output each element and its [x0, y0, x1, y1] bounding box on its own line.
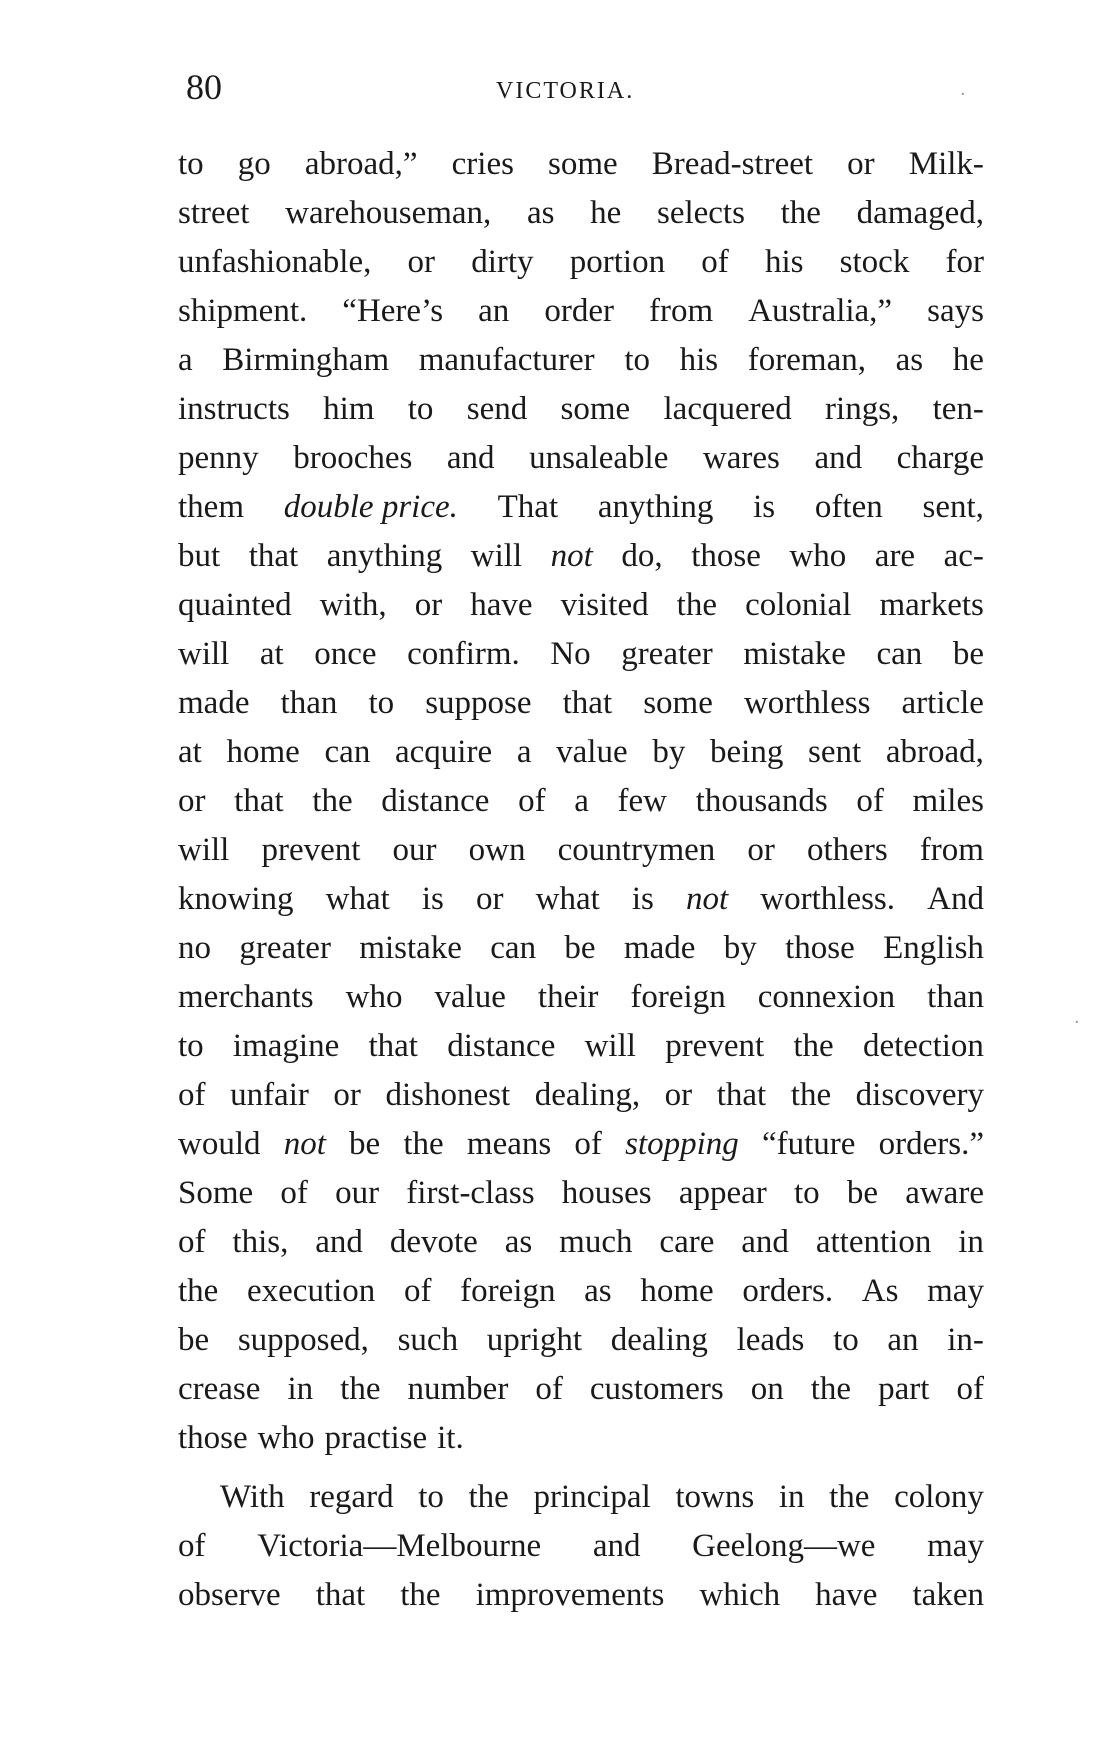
word: an	[478, 293, 510, 329]
word: dealing,	[534, 1077, 641, 1113]
word: but	[178, 538, 221, 574]
word: them	[178, 489, 244, 525]
body-text	[178, 140, 984, 1620]
text-line	[178, 1522, 984, 1571]
text-line	[178, 434, 984, 483]
word: care	[659, 1224, 715, 1260]
word: the	[340, 1371, 381, 1407]
word: often	[814, 489, 883, 525]
word: than	[927, 979, 984, 1015]
word: ac-	[943, 538, 984, 574]
word: others	[807, 832, 888, 868]
scan-speck: ·	[1074, 1012, 1080, 1033]
word: and	[592, 1528, 641, 1564]
word: not	[686, 881, 729, 917]
word: to	[833, 1322, 859, 1358]
word: “Here’s	[342, 293, 444, 329]
word: made	[623, 930, 696, 966]
word: some	[548, 146, 618, 182]
word: ten-	[932, 391, 984, 427]
word: be	[178, 1322, 210, 1358]
word: those	[785, 930, 855, 966]
text-line	[178, 679, 984, 728]
word: his	[679, 342, 719, 378]
word: aware	[905, 1175, 984, 1211]
word: that	[368, 1028, 418, 1064]
text-line	[178, 581, 984, 630]
word: wares	[702, 440, 780, 476]
word: cries	[451, 146, 514, 182]
word: his	[764, 244, 804, 280]
word: worthless.	[760, 881, 896, 917]
word: the	[829, 1479, 870, 1515]
text-line	[178, 1071, 984, 1120]
word: greater	[239, 930, 331, 966]
word: knowing	[178, 881, 294, 917]
word: at	[178, 734, 202, 770]
word: or	[847, 146, 875, 182]
word: and	[446, 440, 495, 476]
word: unsaleable	[529, 440, 669, 476]
word: from	[649, 293, 714, 329]
text-line	[178, 1316, 984, 1365]
text-line	[178, 287, 984, 336]
word: would	[178, 1126, 261, 1162]
word: of	[178, 1077, 206, 1113]
text-line	[178, 1473, 984, 1522]
word: taken	[912, 1577, 984, 1613]
word: own	[468, 832, 526, 868]
text-line	[178, 1218, 984, 1267]
word: miles	[912, 783, 984, 819]
word: charge	[896, 440, 984, 476]
word: to	[418, 1479, 444, 1515]
word: stopping	[625, 1126, 739, 1162]
word: of	[956, 1371, 984, 1407]
word: what	[325, 881, 390, 917]
scan-speck: ·	[960, 84, 966, 105]
word: brooches	[293, 440, 413, 476]
word: on	[750, 1371, 784, 1407]
word: are	[874, 538, 916, 574]
word: their	[537, 979, 599, 1015]
word: mistake	[743, 636, 846, 672]
word: can	[324, 734, 371, 770]
word: observe	[178, 1577, 281, 1613]
word: our	[335, 1175, 380, 1211]
word: imagine	[232, 1028, 340, 1064]
word: colonial	[745, 587, 852, 623]
word: or	[407, 244, 436, 280]
word: lacquered	[663, 391, 792, 427]
word: sent,	[922, 489, 984, 525]
word: distance	[447, 1028, 556, 1064]
word: Victoria—Melbourne	[257, 1528, 542, 1564]
word: principal	[533, 1479, 651, 1515]
word: of	[518, 783, 546, 819]
word: of	[280, 1175, 308, 1211]
word: those	[178, 1420, 248, 1456]
word: that	[234, 783, 284, 819]
word: portion	[569, 244, 666, 280]
word: to	[793, 1175, 820, 1211]
word: shipment.	[178, 293, 308, 329]
word: our	[392, 832, 437, 868]
word: as	[895, 342, 924, 378]
word: Birmingham	[222, 342, 390, 378]
word: acquire	[395, 734, 493, 770]
word: he	[952, 342, 984, 378]
word: value	[434, 979, 506, 1015]
word: instructs	[178, 391, 290, 427]
text-line	[178, 973, 984, 1022]
word: do,	[621, 538, 663, 574]
text-line	[178, 1169, 984, 1218]
word: go	[237, 146, 271, 182]
text-line	[178, 630, 984, 679]
word: not	[550, 538, 593, 574]
word: prevent	[261, 832, 361, 868]
text-line	[178, 1022, 984, 1071]
word: markets	[879, 587, 984, 623]
word: abroad,	[885, 734, 984, 770]
word: in	[778, 1479, 805, 1515]
word: being	[710, 734, 784, 770]
word: selects	[656, 195, 745, 231]
page-number: 80	[186, 67, 222, 107]
word: connexion	[757, 979, 896, 1015]
word: it.	[437, 1420, 464, 1456]
word: dishonest	[385, 1077, 511, 1113]
word: as	[526, 195, 555, 231]
word: value	[556, 734, 628, 770]
word: upright	[486, 1322, 583, 1358]
word: orders.”	[878, 1126, 984, 1162]
word: rings,	[825, 391, 900, 427]
word: by	[723, 930, 757, 966]
word: that	[315, 1577, 366, 1613]
word: to	[368, 685, 395, 721]
word: be	[846, 1175, 878, 1211]
word: the	[676, 587, 717, 623]
word: sent	[808, 734, 862, 770]
word: number	[407, 1371, 509, 1407]
word: an	[887, 1322, 919, 1358]
word: practise	[324, 1420, 428, 1456]
text-line	[178, 1120, 984, 1169]
word: the	[312, 783, 353, 819]
word: And	[927, 881, 984, 917]
word: thousands	[695, 783, 828, 819]
word: have	[815, 1577, 878, 1613]
word: confirm.	[407, 636, 520, 672]
word: of	[178, 1224, 206, 1260]
word: few	[617, 783, 667, 819]
word: be	[564, 930, 596, 966]
word: of	[403, 1273, 432, 1309]
word: home	[226, 734, 300, 770]
word: be	[952, 636, 984, 672]
word: the	[810, 1371, 852, 1407]
word: or	[178, 783, 206, 819]
word: stock	[839, 244, 910, 280]
word: is	[753, 489, 776, 525]
word: made	[178, 685, 250, 721]
word: execution	[247, 1273, 376, 1309]
word: street	[178, 195, 250, 231]
word: is	[421, 881, 444, 917]
word: who	[257, 1420, 315, 1456]
text-line	[178, 924, 984, 973]
text-line	[178, 532, 984, 581]
word: will	[584, 1028, 636, 1064]
word: distance	[381, 783, 490, 819]
word: will	[470, 538, 523, 574]
word: this,	[232, 1224, 289, 1260]
word: Australia,”	[748, 293, 893, 329]
word: regard	[309, 1479, 394, 1515]
word: what	[535, 881, 600, 917]
word: “future	[761, 1126, 856, 1162]
word: warehouseman,	[285, 195, 492, 231]
word: that	[562, 685, 613, 721]
word: to	[178, 146, 204, 182]
word: English	[883, 930, 984, 966]
word: much	[559, 1224, 633, 1260]
text-line	[178, 385, 984, 434]
word: crease	[178, 1371, 261, 1407]
word: discovery	[855, 1077, 984, 1113]
word: merchants	[178, 979, 314, 1015]
word: first-class	[406, 1175, 535, 1211]
word: that	[248, 538, 299, 574]
text-line	[178, 189, 984, 238]
word: foreign	[460, 1273, 556, 1309]
word: to	[407, 391, 434, 427]
word: of	[574, 1126, 602, 1162]
text-line	[178, 1571, 984, 1620]
word: penny	[178, 440, 259, 476]
word: once	[314, 636, 377, 672]
word: of	[701, 244, 729, 280]
word: orders.	[742, 1273, 834, 1309]
word: the	[178, 1273, 219, 1309]
word: some	[643, 685, 713, 721]
word: in-	[947, 1322, 984, 1358]
text-line	[178, 336, 984, 385]
text-line	[178, 238, 984, 287]
word: a	[574, 783, 589, 819]
word: may	[927, 1528, 984, 1564]
text-line	[178, 826, 984, 875]
word: visited	[560, 587, 649, 623]
word: as	[504, 1224, 533, 1260]
word: supposed,	[237, 1322, 369, 1358]
word: can	[490, 930, 537, 966]
word: can	[876, 636, 923, 672]
word: quainted	[178, 587, 292, 623]
word: or	[664, 1077, 693, 1113]
word: and	[315, 1224, 363, 1260]
word: is	[631, 881, 654, 917]
text-line	[178, 777, 984, 826]
word: be	[349, 1126, 381, 1162]
word: him	[323, 391, 375, 427]
word: colony	[894, 1479, 984, 1515]
text-line	[178, 483, 984, 532]
word: to	[178, 1028, 204, 1064]
word: dealing	[610, 1322, 708, 1358]
word: mistake	[359, 930, 462, 966]
word: some	[560, 391, 631, 427]
word: devote	[389, 1224, 478, 1260]
word: Bread-street	[651, 146, 814, 182]
word: of	[856, 783, 884, 819]
word: order	[544, 293, 614, 329]
word: Milk-	[908, 146, 984, 182]
word: in	[287, 1371, 314, 1407]
word: such	[397, 1322, 459, 1358]
page-header	[186, 62, 974, 112]
text-line	[178, 140, 984, 189]
word: not	[283, 1126, 326, 1162]
word: That	[497, 489, 559, 525]
word: greater	[621, 636, 713, 672]
word: who	[345, 979, 403, 1015]
word: worthless	[743, 685, 871, 721]
text-line	[178, 1365, 984, 1414]
word: for	[945, 244, 984, 280]
paragraph-1	[178, 140, 984, 1463]
word: detection	[862, 1028, 984, 1064]
word: send	[466, 391, 528, 427]
word: or	[333, 1077, 361, 1113]
word: customers	[589, 1371, 724, 1407]
word: to	[624, 342, 650, 378]
word: unfashionable,	[178, 244, 372, 280]
word: a	[516, 734, 532, 770]
word: Some	[178, 1175, 254, 1211]
paragraph-2	[178, 1473, 984, 1620]
word: the	[403, 1126, 444, 1162]
word: prevent	[665, 1028, 765, 1064]
word: says	[927, 293, 984, 329]
word: appear	[678, 1175, 767, 1211]
word: article	[901, 685, 984, 721]
word: of	[178, 1528, 206, 1564]
word: suppose	[425, 685, 532, 721]
word: abroad,”	[304, 146, 418, 182]
word: countrymen	[557, 832, 716, 868]
word: and	[741, 1224, 789, 1260]
word: foreign	[630, 979, 726, 1015]
word: or	[414, 587, 443, 623]
word: from	[919, 832, 984, 868]
word: part	[878, 1371, 930, 1407]
word: the	[790, 1077, 832, 1113]
word: the	[400, 1577, 441, 1613]
word: of	[535, 1371, 563, 1407]
word: double price.	[283, 489, 458, 525]
word: may	[927, 1273, 984, 1309]
word: or	[476, 881, 504, 917]
word: Geelong—we	[692, 1528, 876, 1564]
word: With	[220, 1479, 285, 1515]
word: by	[652, 734, 686, 770]
word: the	[793, 1028, 834, 1064]
word: those	[691, 538, 761, 574]
word: that	[716, 1077, 767, 1113]
word: the	[468, 1479, 509, 1515]
word: in	[958, 1224, 984, 1260]
word: the	[780, 195, 821, 231]
word: a	[178, 342, 193, 378]
word: No	[550, 636, 591, 672]
word: who	[789, 538, 847, 574]
word: he	[590, 195, 622, 231]
word: home	[640, 1273, 714, 1309]
word: dirty	[471, 244, 534, 280]
word: unfair	[230, 1077, 309, 1113]
word: will	[178, 832, 230, 868]
word: damaged,	[856, 195, 984, 231]
word: no	[178, 930, 211, 966]
word: at	[259, 636, 284, 672]
text-line	[178, 1414, 984, 1463]
text-line	[178, 728, 984, 777]
word: foreman,	[747, 342, 866, 378]
running-title: VICTORIA.	[496, 78, 635, 104]
word: attention	[815, 1224, 932, 1260]
word: anything	[597, 489, 714, 525]
word: which	[699, 1577, 781, 1613]
text-line	[178, 1267, 984, 1316]
word: will	[178, 636, 230, 672]
word: as	[584, 1273, 612, 1309]
text-line	[178, 875, 984, 924]
word: manufacturer	[418, 342, 595, 378]
word: with,	[319, 587, 387, 623]
word: anything	[326, 538, 443, 574]
word: have	[470, 587, 533, 623]
word: and	[814, 440, 863, 476]
word: leads	[736, 1322, 805, 1358]
word: towns	[675, 1479, 755, 1515]
word: or	[747, 832, 775, 868]
word: than	[280, 685, 338, 721]
word: As	[861, 1273, 899, 1309]
word: houses	[561, 1175, 652, 1211]
word: improvements	[475, 1577, 665, 1613]
word: means	[466, 1126, 552, 1162]
